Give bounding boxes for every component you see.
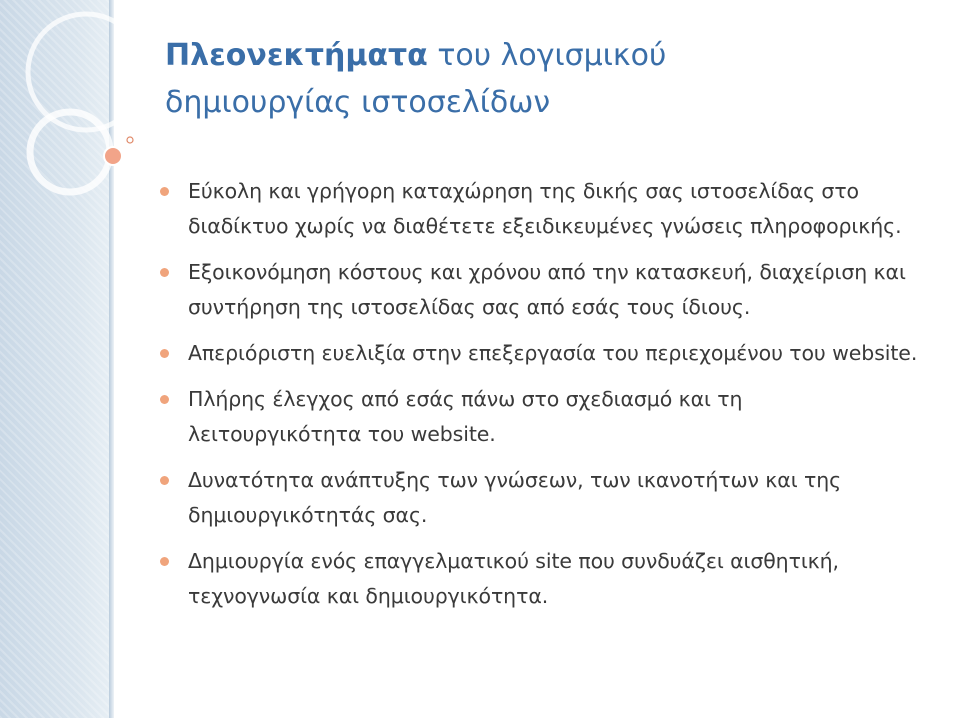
bullet-dot-icon — [160, 476, 169, 485]
bullet-item — [160, 255, 920, 325]
page-title — [165, 32, 925, 126]
title-line1-rest: του λογισμικού — [427, 38, 667, 73]
bullet-dot-icon — [160, 557, 169, 566]
bullet-dot-icon — [160, 187, 169, 196]
bullet-text: Εύκολη και γρήγορη καταχώρηση της δικής σας ιστοσελίδας στο διαδίκτυο χωρίς να διαθέτετε εξειδικευμένες γνώσεις πληροφορικής. — [188, 179, 902, 238]
bullet-dot-icon — [160, 349, 169, 358]
bullet-text: Πλήρης έλεγχος από εσάς πάνω στο σχεδιασμό και τη λειτουργικότητα του website. — [188, 387, 743, 446]
bullet-item — [160, 463, 920, 533]
bullet-item — [160, 336, 920, 371]
bullet-item — [160, 544, 920, 614]
bullet-list — [160, 174, 920, 625]
bullet-text: Δυνατότητα ανάπτυξης των γνώσεων, των ικανοτήτων και της δημιουργικότητάς σας. — [188, 468, 842, 527]
title-line2: δημιουργίας ιστοσελίδων — [165, 85, 551, 120]
orange-orb — [104, 147, 122, 165]
bullet-text: Εξοικονόμηση κόστους και χρόνου από την κατασκευή, διαχείριση και συντήρηση της ιστοσελίδας σας από εσάς τους ίδιους. — [188, 260, 906, 319]
bullet-dot-icon — [160, 268, 169, 277]
bullet-item — [160, 174, 920, 244]
title-emphasis: Πλεονεκτήματα — [165, 38, 428, 73]
medium-ring — [30, 112, 110, 192]
bullet-text: Δημιουργία ενός επαγγελματικού site που συνδυάζει αισθητική, τεχνογνωσία και δημιουργικότητα. — [188, 549, 839, 608]
bullet-item — [160, 382, 920, 452]
bullet-dot-icon — [160, 395, 169, 404]
bullet-text: Απεριόριστη ευελιξία στην επεξεργασία του περιεχομένου του website. — [188, 341, 918, 365]
small-orb — [127, 137, 133, 143]
